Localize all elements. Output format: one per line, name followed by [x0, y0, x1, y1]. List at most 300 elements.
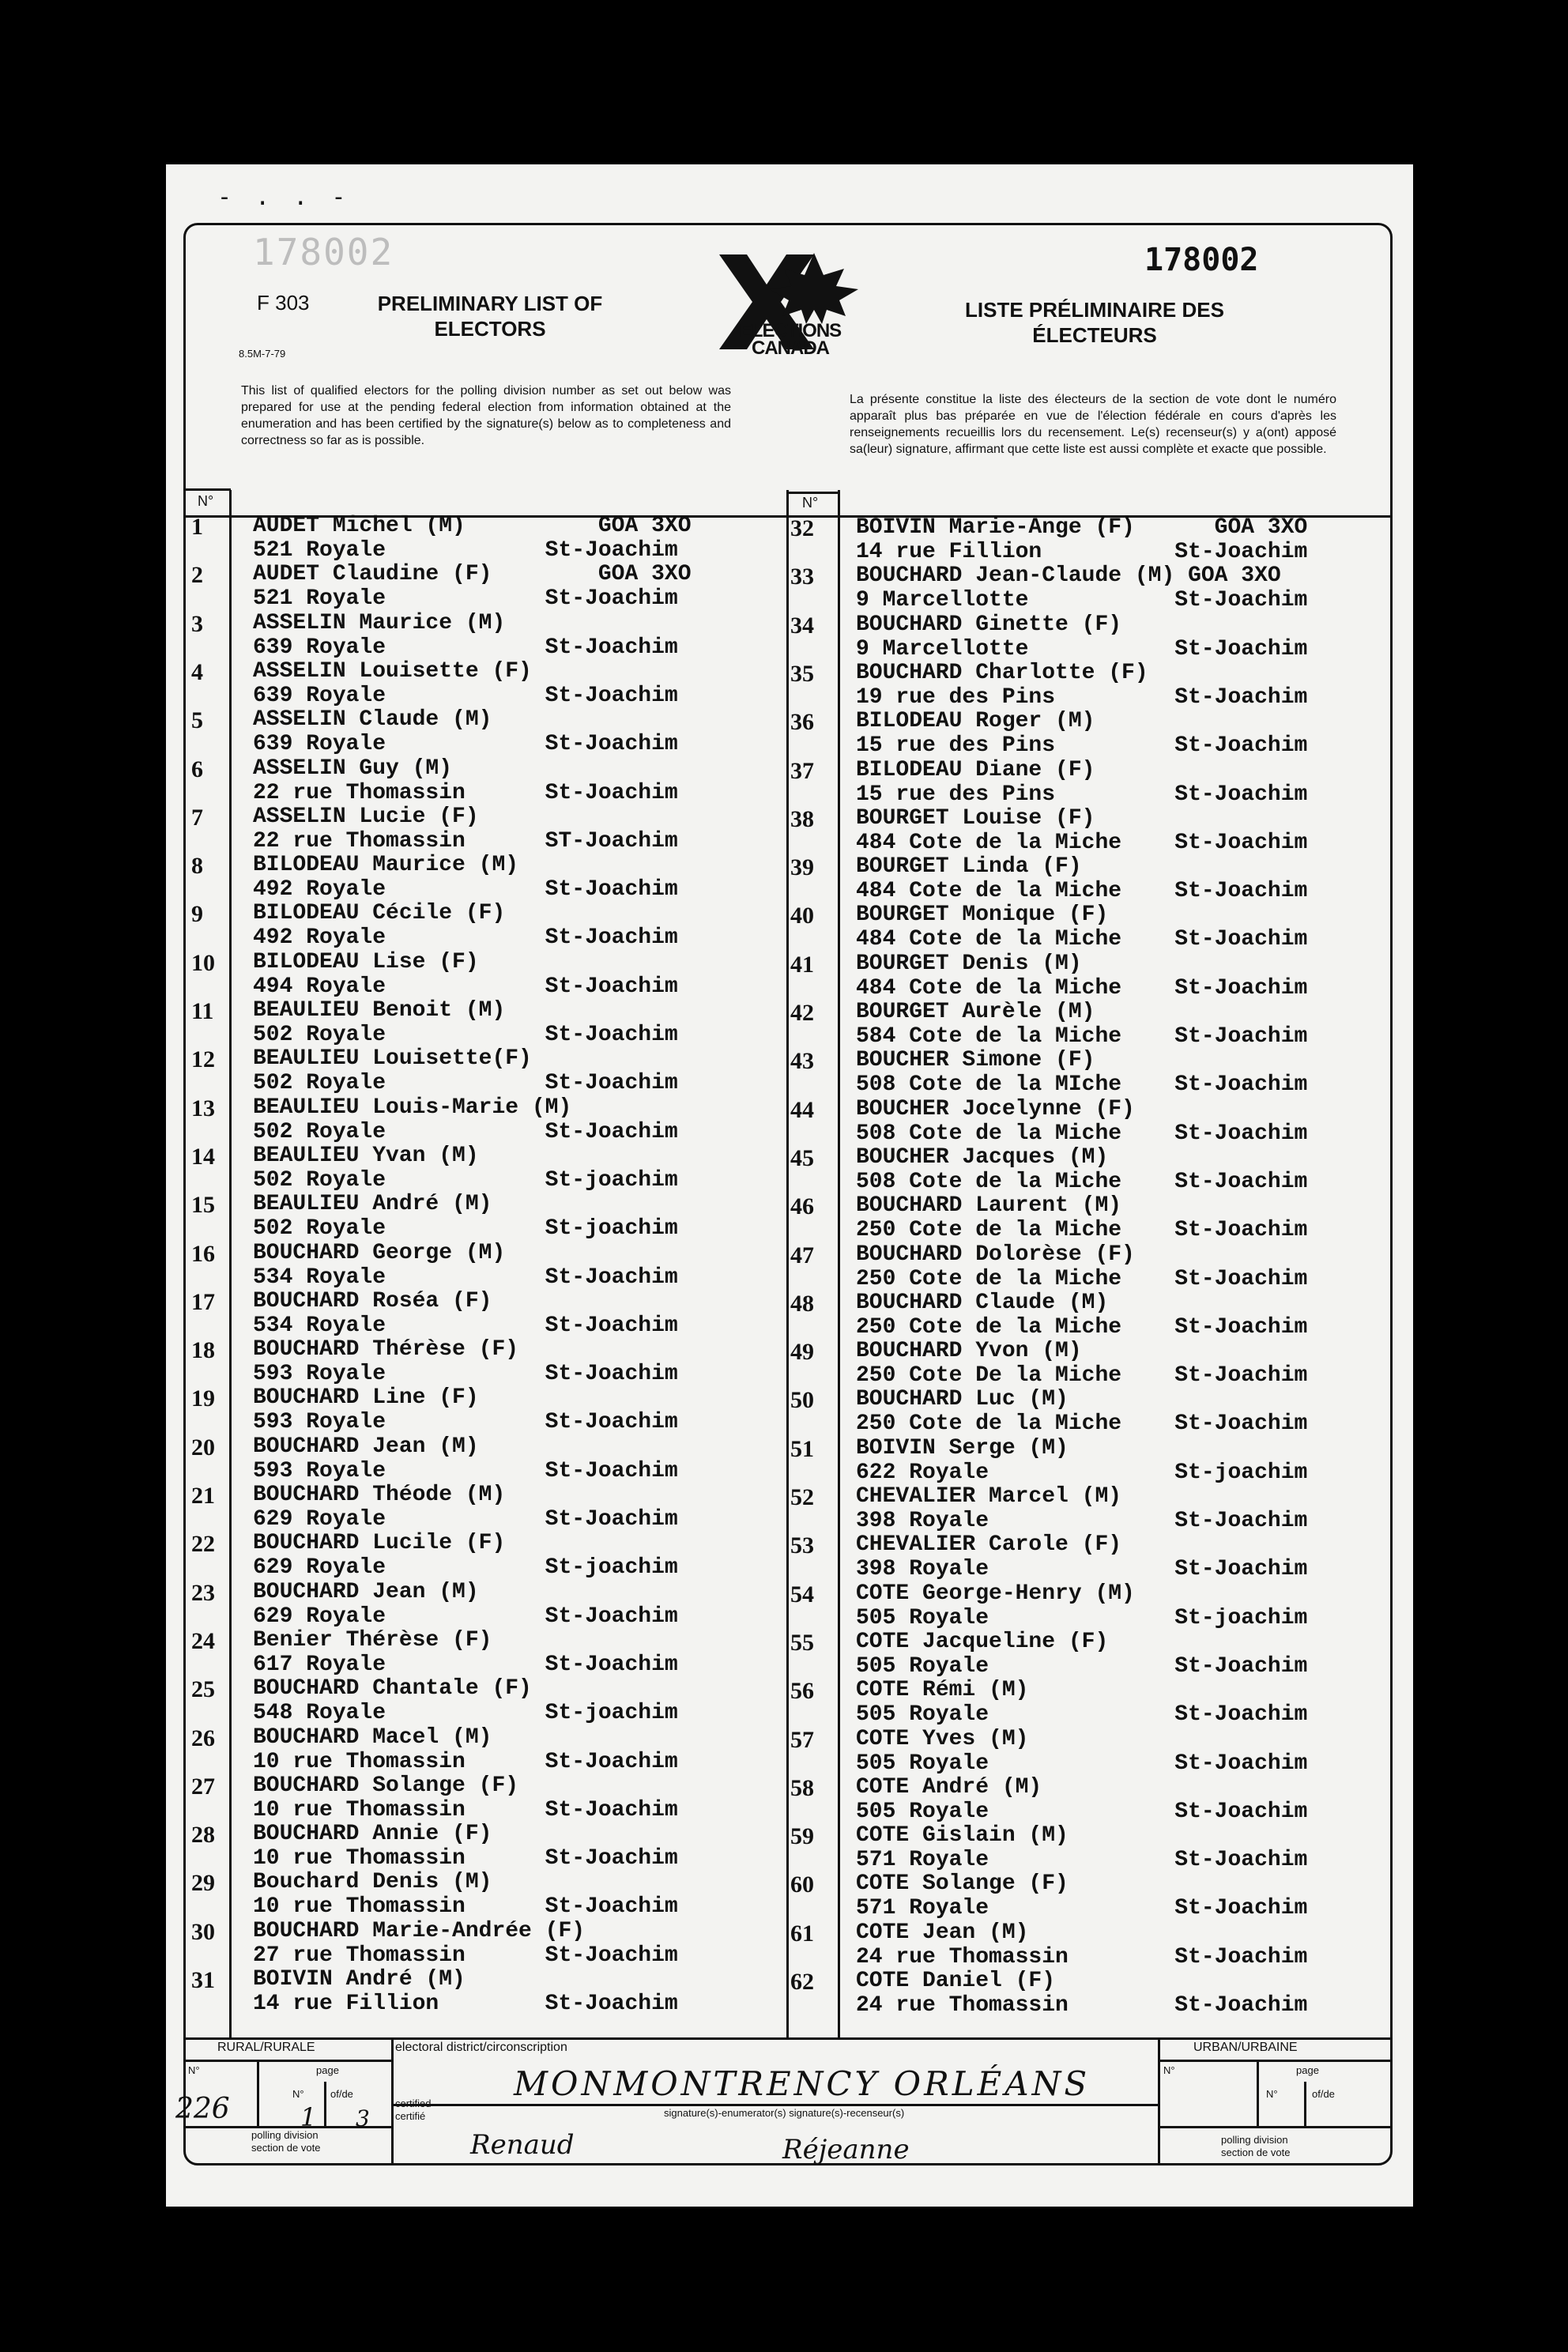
entry-name-line: BILODEAU Cécile (F) — [253, 901, 506, 926]
entry-address-line: 492 Royale St-Joachim — [253, 877, 678, 903]
entry-number: 44 — [790, 1096, 814, 1123]
entry-number: 28 — [191, 1822, 215, 1849]
rural-page-divider — [324, 2082, 326, 2126]
entry-number: 26 — [191, 1724, 215, 1751]
page-number: 1 — [300, 2102, 317, 2132]
entry-address-line: 617 Royale St-Joachim — [253, 1652, 678, 1677]
signature-label: signature(s)-enumerator(s) signature(s)-recenseur(s) — [664, 2107, 905, 2119]
certified-fr-label: certifié — [395, 2110, 426, 2122]
entry-address-line: 484 Cote de la Miche St-Joachim — [856, 927, 1308, 952]
entry-name-line: BOUCHARD Jean-Claude (M) GOA 3XO — [856, 564, 1281, 589]
elector-entry — [786, 758, 1387, 807]
entry-address-line: 505 Royale St-Joachim — [856, 1751, 1308, 1776]
elector-entry — [183, 1628, 784, 1677]
elector-entry — [786, 1678, 1387, 1727]
elector-entry — [183, 1046, 784, 1095]
entry-name-line: BOUCHARD Claude (M) — [856, 1290, 1109, 1315]
entry-number: 59 — [790, 1823, 814, 1850]
elector-entry — [786, 1193, 1387, 1242]
elector-entry — [786, 709, 1387, 758]
elector-entry — [183, 1337, 784, 1386]
serial-number: 178002 — [1144, 242, 1259, 278]
elector-entry — [183, 901, 784, 950]
urban-polling-en: polling division — [1221, 2134, 1288, 2146]
entry-name-line: BEAULIEU Yvan (M) — [253, 1143, 479, 1168]
entry-number: 46 — [790, 1193, 814, 1220]
entry-address-line: 571 Royale St-Joachim — [856, 1848, 1308, 1873]
entry-name-line: BOUCHARD Luc (M) — [856, 1387, 1069, 1412]
entry-number: 54 — [790, 1581, 814, 1608]
entry-number: 39 — [790, 854, 814, 881]
entry-address-line: 10 rue Thomassin St-Joachim — [253, 1749, 678, 1774]
entry-address-line: 534 Royale St-Joachim — [253, 1265, 678, 1290]
entry-address-line: 484 Cote de la Miche St-Joachim — [856, 830, 1308, 855]
entry-address-line: 250 Cote de la Miche St-Joachim — [856, 1266, 1308, 1291]
entry-name-line: COTE Gislain (M) — [856, 1823, 1069, 1849]
entry-name-line: COTE Jean (M) — [856, 1920, 1029, 1945]
entry-address-line: 250 Cote De la Miche St-Joachim — [856, 1363, 1308, 1389]
form-code: F 303 — [257, 291, 310, 315]
urban-page-label: page — [1296, 2064, 1319, 2076]
elector-entry — [183, 514, 784, 563]
entry-number: 36 — [790, 709, 814, 736]
district-name: MONMONTRENCY ORLÉANS — [514, 2064, 1091, 2103]
entry-name-line: BOUCHARD Thérèse (F) — [253, 1337, 519, 1363]
entry-name-line: BOUCHER Jocelynne (F) — [856, 1096, 1135, 1121]
entry-number: 13 — [191, 1095, 215, 1121]
elector-entry — [786, 564, 1387, 612]
entry-name-line: BOUCHARD Dolorèse (F) — [856, 1242, 1135, 1267]
corner-marks: - . . - — [217, 183, 351, 211]
entry-address-line: 629 Royale St-joachim — [253, 1555, 678, 1581]
entry-number: 20 — [191, 1434, 215, 1461]
elector-entry — [183, 1773, 784, 1822]
entry-name-line: COTE Yves (M) — [856, 1726, 1029, 1751]
entry-name-line: BOUCHARD Annie (F) — [253, 1822, 492, 1847]
entry-name-line: BEAULIEU Benoit (M) — [253, 998, 506, 1023]
elector-entry — [183, 1241, 784, 1290]
footer-top-border — [183, 2037, 1393, 2040]
entry-name-line: COTE Solange (F) — [856, 1871, 1069, 1897]
rural-polling-en: polling division — [251, 2129, 318, 2141]
entry-number: 25 — [191, 1676, 215, 1703]
entry-address-line: 10 rue Thomassin St-Joachim — [253, 1846, 678, 1871]
urban-polling-fr: section de vote — [1221, 2147, 1291, 2158]
entry-name-line: BOUCHARD Jean (M) — [253, 1434, 479, 1459]
entry-number: 33 — [790, 564, 814, 590]
elector-entry — [786, 1097, 1387, 1146]
elector-entry — [786, 1775, 1387, 1824]
entry-number: 51 — [790, 1435, 814, 1462]
entry-name-line: BOUCHARD Laurent (M) — [856, 1193, 1122, 1219]
elector-entry — [183, 853, 784, 902]
elector-entry — [786, 515, 1387, 564]
entry-number: 42 — [790, 1000, 814, 1026]
entry-number: 12 — [191, 1046, 215, 1073]
elector-entry — [786, 1387, 1387, 1436]
urban-page-divider — [1304, 2082, 1306, 2126]
footer-rural-divider — [391, 2037, 394, 2164]
entry-number: 34 — [790, 612, 814, 639]
entry-number: 21 — [191, 1483, 215, 1509]
title-english — [348, 291, 632, 341]
entry-number: 52 — [790, 1484, 814, 1510]
elector-entry — [786, 1000, 1387, 1049]
elector-entry — [786, 1291, 1387, 1340]
entry-name-line: ASSELIN Lucie (F) — [253, 804, 479, 829]
entry-name-line: ASSELIN Louisette (F) — [253, 658, 532, 684]
entry-address-line: 639 Royale St-Joachim — [253, 635, 678, 660]
entry-address-line: 484 Cote de la Miche St-Joachim — [856, 975, 1308, 1001]
district-underline — [391, 2104, 1158, 2106]
entry-address-line: 15 rue des Pins St-Joachim — [856, 782, 1308, 807]
logo-text-line1: ELECTIONS — [739, 320, 842, 341]
entry-address-line: 629 Royale St-Joachim — [253, 1604, 678, 1629]
elector-entry — [786, 1727, 1387, 1776]
elector-entry — [183, 1919, 784, 1968]
elector-entry — [183, 611, 784, 660]
elector-entry — [786, 1871, 1387, 1920]
entry-name-line: BOUCHARD Théode (M) — [253, 1483, 506, 1507]
entry-number: 5 — [191, 707, 203, 734]
signature-1: Renaud — [470, 2129, 575, 2161]
elector-entry — [786, 1436, 1387, 1485]
entry-number: 11 — [191, 998, 214, 1024]
elector-entry — [183, 1289, 784, 1338]
entry-name-line: BILODEAU Roger (M) — [856, 709, 1095, 734]
entry-address-line: 22 rue Thomassin St-Joachim — [253, 780, 678, 805]
entry-number: 7 — [191, 804, 203, 831]
certified-en-label: certified — [395, 2098, 432, 2109]
footer-urban-divider — [1158, 2037, 1160, 2164]
entry-address-line: 629 Royale St-Joachim — [253, 1507, 678, 1532]
entry-number: 8 — [191, 853, 203, 880]
elector-entry — [786, 612, 1387, 662]
entry-number: 50 — [790, 1387, 814, 1414]
entry-name-line: BILODEAU Diane (F) — [856, 757, 1095, 782]
entry-name-line: BOURGET Aurèle (M) — [856, 1000, 1095, 1024]
entry-name-line: ASSELIN Claude (M) — [253, 707, 492, 733]
entry-name-line: BOUCHARD Line (F) — [253, 1385, 479, 1411]
elector-entry — [183, 562, 784, 611]
entry-address-line: 622 Royale St-joachim — [856, 1460, 1308, 1485]
elector-entry — [183, 1967, 784, 2016]
entry-name-line: BEAULIEU Louisette(F) — [253, 1046, 532, 1072]
title-french-line1: LISTE PRÉLIMINAIRE DES — [965, 298, 1224, 322]
elector-entry — [786, 1484, 1387, 1533]
entry-address-line: 593 Royale St-Joachim — [253, 1410, 678, 1435]
rural-label: RURAL/RURALE — [217, 2041, 315, 2054]
elector-entry — [786, 1048, 1387, 1097]
logo-text — [711, 322, 869, 357]
entry-name-line: Bouchard Denis (M) — [253, 1870, 492, 1895]
entry-name-line: BILODEAU Lise (F) — [253, 949, 479, 974]
rural-no-label: N° — [188, 2064, 200, 2076]
entry-name-line: CHEVALIER Marcel (M) — [856, 1484, 1122, 1509]
entry-address-line: 250 Cote de la Miche St-Joachim — [856, 1218, 1308, 1243]
entry-name-line: BOUCHER Simone (F) — [856, 1048, 1095, 1073]
entry-name-line: BILODEAU Maurice (M) — [253, 853, 519, 878]
entry-address-line: 502 Royale St-Joachim — [253, 1071, 678, 1096]
elector-entry — [183, 950, 784, 999]
entry-name-line: BOUCHARD Marie-Andrée (F) — [253, 1918, 586, 1943]
entry-number: 10 — [191, 949, 215, 976]
entry-number: 49 — [790, 1339, 814, 1366]
urban-of-label: of/de — [1312, 2088, 1335, 2100]
right-no-header: N° — [802, 495, 819, 511]
page-total: 3 — [356, 2105, 370, 2132]
rural-no-divider — [257, 2060, 259, 2126]
elector-entry — [183, 1483, 784, 1532]
entry-name-line: BEAULIEU Louis-Marie (M) — [253, 1095, 572, 1120]
entry-name-line: BOUCHARD Chantale (F) — [253, 1676, 532, 1702]
urban-page-no-label: N° — [1266, 2088, 1278, 2100]
elector-entry — [786, 1532, 1387, 1581]
entry-address-line: 250 Cote de la Miche St-Joachim — [856, 1412, 1308, 1437]
entry-address-line: 22 rue Thomassin ST-Joachim — [253, 828, 678, 854]
entry-name-line: BOIVIN Serge (M) — [856, 1435, 1069, 1461]
entry-name-line: CHEVALIER Carole (F) — [856, 1532, 1122, 1558]
entry-number: 22 — [191, 1531, 215, 1558]
elector-entry — [183, 1822, 784, 1871]
entry-number: 40 — [790, 903, 814, 929]
elector-entry — [786, 661, 1387, 710]
elector-entry — [786, 1339, 1387, 1388]
entry-name-line: BOURGET Monique (F) — [856, 903, 1109, 928]
entry-address-line: 27 rue Thomassin St-Joachim — [253, 1943, 678, 1968]
entry-number: 60 — [790, 1871, 814, 1898]
entry-number: 56 — [790, 1678, 814, 1705]
entry-number: 1 — [191, 514, 203, 540]
entry-address-line: 10 rue Thomassin St-Joachim — [253, 1797, 678, 1822]
entry-name-line: BOUCHARD Ginette (F) — [856, 612, 1122, 637]
entry-address-line: 14 rue Fillion St-Joachim — [856, 540, 1308, 564]
entry-address-line: 15 rue des Pins St-Joachim — [856, 733, 1308, 759]
entry-number: 35 — [790, 660, 814, 687]
entry-number: 19 — [191, 1385, 215, 1412]
elector-entry — [183, 1676, 784, 1725]
entry-address-line: 505 Royale St-Joachim — [856, 1653, 1308, 1679]
entry-name-line: BOURGET Louise (F) — [856, 805, 1095, 831]
entry-name-line: COTE Jacqueline (F) — [856, 1629, 1109, 1654]
faint-stamped-number: 178002 — [253, 231, 394, 273]
entry-number: 61 — [790, 1920, 814, 1947]
entry-number: 29 — [191, 1870, 215, 1897]
urban-label: URBAN/URBAINE — [1193, 2041, 1298, 2054]
signature-2: Réjeanne — [782, 2134, 910, 2165]
right-number-header-top — [786, 492, 840, 494]
title-english-line1: PRELIMINARY LIST OF — [377, 292, 603, 315]
title-french — [933, 297, 1257, 348]
footer-rural-header-line — [183, 2060, 391, 2062]
entry-address-line: 548 Royale St-joachim — [253, 1701, 678, 1726]
entry-name-line: BOIVIN André (M) — [253, 1967, 466, 1992]
entry-name-line: BOUCHARD Macel (M) — [253, 1724, 492, 1750]
entry-name-line: BOUCHARD Jean (M) — [253, 1579, 479, 1604]
entry-address-line: 508 Cote de la Miche St-Joachim — [856, 1169, 1308, 1194]
left-number-header-top — [183, 488, 231, 491]
elector-entry — [786, 1969, 1387, 2018]
title-english-line2: ELECTORS — [434, 317, 546, 341]
entry-address-line: 502 Royale St-Joachim — [253, 1119, 678, 1144]
entry-number: 3 — [191, 610, 203, 637]
entry-number: 6 — [191, 756, 203, 782]
entry-address-line: 494 Royale St-Joachim — [253, 974, 678, 999]
entry-number: 18 — [191, 1337, 215, 1364]
elector-entry — [183, 1725, 784, 1774]
form-date: 8.5M-7-79 — [239, 348, 286, 360]
entry-number: 24 — [191, 1627, 215, 1654]
entry-number: 43 — [790, 1048, 814, 1075]
entry-address-line: 508 Cote de la Miche St-Joachim — [856, 1121, 1308, 1146]
elector-entry — [183, 998, 784, 1047]
elector-entry — [786, 1630, 1387, 1679]
entry-address-line: 639 Royale St-Joachim — [253, 683, 678, 708]
entry-number: 62 — [790, 1969, 814, 1995]
elector-entry — [183, 805, 784, 854]
entry-address-line: 593 Royale St-Joachim — [253, 1458, 678, 1483]
entry-address-line: 398 Royale St-Joachim — [856, 1509, 1308, 1533]
elector-entry — [786, 1823, 1387, 1872]
entry-name-line: BOIVIN Marie-Ange (F) GOA 3XO — [856, 515, 1308, 540]
elector-entry — [786, 903, 1387, 952]
entry-address-line: 505 Royale St-joachim — [856, 1605, 1308, 1630]
left-no-header: N° — [198, 493, 214, 509]
entry-number: 47 — [790, 1242, 814, 1268]
entry-address-line: 24 rue Thomassin St-Joachim — [856, 1944, 1308, 1969]
entry-name-line: BEAULIEU André (M) — [253, 1192, 492, 1217]
elector-entry — [183, 1385, 784, 1434]
entry-name-line: BOUCHARD Lucile (F) — [253, 1531, 506, 1556]
elector-entry — [786, 1242, 1387, 1291]
entry-name-line: ASSELIN Maurice (M) — [253, 610, 506, 635]
district-label: electoral district/circonscription — [395, 2041, 567, 2054]
entry-address-line: 492 Royale St-Joachim — [253, 925, 678, 951]
elector-entry — [183, 1531, 784, 1580]
entry-address-line: 10 rue Thomassin St-Joachim — [253, 1894, 678, 1920]
entry-name-line: COTE André (M) — [856, 1774, 1042, 1800]
entry-address-line: 593 Royale St-Joachim — [253, 1362, 678, 1387]
entry-address-line: 508 Cote de la MIche St-Joachim — [856, 1072, 1308, 1098]
entry-name-line: Benier Thérèse (F) — [253, 1627, 492, 1653]
entry-name-line: BOURGET Denis (M) — [856, 951, 1082, 976]
rural-polling-fr: section de vote — [251, 2142, 321, 2154]
entry-number: 53 — [790, 1532, 814, 1559]
entry-address-line: 521 Royale St-Joachim — [253, 538, 678, 563]
entry-name-line: BOUCHARD Solange (F) — [253, 1773, 519, 1798]
elector-entry — [786, 806, 1387, 855]
entry-number: 55 — [790, 1629, 814, 1656]
elector-entry — [183, 1144, 784, 1193]
entry-name-line: AUDET Michel (M) GOA 3XO — [253, 514, 692, 538]
entry-number: 27 — [191, 1773, 215, 1800]
entry-name-line: BOUCHARD Yvon (M) — [856, 1339, 1082, 1364]
rural-page-no-label: N° — [292, 2088, 304, 2100]
entry-address-line: 19 rue des Pins St-Joachim — [856, 684, 1308, 710]
entry-number: 9 — [191, 901, 203, 928]
entry-address-line: 502 Royale St-joachim — [253, 1167, 678, 1193]
entry-number: 41 — [790, 951, 814, 978]
entry-name-line: COTE George-Henry (M) — [856, 1581, 1135, 1606]
entry-address-line: 24 rue Thomassin St-Joachim — [856, 1993, 1308, 2018]
urban-no-divider — [1257, 2060, 1259, 2126]
entry-address-line: 502 Royale St-Joachim — [253, 1023, 678, 1047]
elector-entry — [183, 1434, 784, 1483]
entry-number: 14 — [191, 1143, 215, 1170]
elector-entry — [183, 1095, 784, 1144]
entry-name-line: COTE Rémi (M) — [856, 1678, 1029, 1703]
entry-address-line: 484 Cote de la Miche St-Joachim — [856, 879, 1308, 904]
entry-address-line: 502 Royale St-joachim — [253, 1216, 678, 1242]
intro-french: La présente constitue la liste des électeurs de la section de vote dont le numéro apparaît plus bas préparée en vue de l'élection fédérale en cours d'après les renseignements recueillis lors du recensement. Le(s) recenseur(s) y a(ont) apposé sa(leur) signature, affirmant que cette liste est aussi complète et exacte que possible. — [850, 393, 1336, 456]
entry-number: 31 — [191, 1967, 215, 1993]
entry-name-line: BOUCHARD Charlotte (F) — [856, 660, 1148, 685]
urban-no-label: N° — [1163, 2064, 1175, 2076]
elector-entry — [183, 1870, 784, 1919]
entry-number: 48 — [790, 1290, 814, 1317]
entry-number: 57 — [790, 1726, 814, 1753]
entry-number: 16 — [191, 1240, 215, 1267]
elector-entry — [183, 1580, 784, 1629]
entry-name-line: BOURGET Linda (F) — [856, 854, 1082, 880]
logo-text-line2: CANADA — [752, 337, 829, 359]
elector-entry — [183, 659, 784, 708]
entry-number: 45 — [790, 1144, 814, 1171]
rural-page-label: page — [316, 2064, 339, 2076]
elector-entry — [786, 1145, 1387, 1194]
entry-address-line: 250 Cote de la Miche St-Joachim — [856, 1314, 1308, 1340]
footer-urban-bottom-line — [1158, 2126, 1393, 2128]
elector-entry — [786, 952, 1387, 1001]
entry-number: 23 — [191, 1579, 215, 1606]
entry-name-line: COTE Daniel (F) — [856, 1969, 1056, 1993]
entry-number: 30 — [191, 1918, 215, 1945]
polling-division-number: 226 — [175, 2093, 230, 2125]
entry-name-line: AUDET Claudine (F) GOA 3XO — [253, 562, 692, 587]
entry-address-line: 505 Royale St-Joachim — [856, 1799, 1308, 1824]
entry-address-line: 9 Marcellotte St-Joachim — [856, 588, 1308, 613]
elector-entry — [183, 1192, 784, 1241]
entry-address-line: 505 Royale St-Joachim — [856, 1702, 1308, 1728]
entry-address-line: 398 Royale St-Joachim — [856, 1557, 1308, 1582]
title-french-line2: ÉLECTEURS — [1032, 323, 1157, 347]
entry-number: 37 — [790, 757, 814, 784]
entry-address-line: 639 Royale St-Joachim — [253, 732, 678, 757]
entry-name-line: ASSELIN Guy (M) — [253, 756, 453, 781]
entry-address-line: 14 rue Fillion St-Joachim — [253, 1992, 678, 2016]
intro-english: This list of qualified electors for the polling division number as set out below was prepared for use at the pending federal election from information obtained at the enumeration and has been certified by the signature(s) below as to completeness and correctness so far as is possible. — [241, 384, 731, 447]
elector-entry — [786, 854, 1387, 903]
entry-address-line: 9 Marcellotte St-Joachim — [856, 636, 1308, 662]
elector-entry — [183, 756, 784, 805]
entry-number: 17 — [191, 1288, 215, 1315]
entry-name-line: BOUCHER Jacques (M) — [856, 1144, 1109, 1170]
entry-address-line: 571 Royale St-Joachim — [856, 1896, 1308, 1921]
entry-number: 4 — [191, 658, 203, 685]
entry-number: 38 — [790, 805, 814, 832]
rural-of-label: of/de — [330, 2088, 353, 2100]
entry-number: 2 — [191, 562, 203, 589]
footer-urban-header-line — [1158, 2060, 1393, 2062]
elector-entry — [786, 1581, 1387, 1630]
entry-address-line: 521 Royale St-Joachim — [253, 586, 678, 612]
entry-number: 58 — [790, 1774, 814, 1801]
entry-address-line: 584 Cote de la Miche St-Joachim — [856, 1024, 1308, 1049]
entry-number: 15 — [191, 1192, 215, 1219]
entry-address-line: 534 Royale St-Joachim — [253, 1313, 678, 1338]
entry-number: 32 — [790, 515, 814, 541]
entry-name-line: BOUCHARD George (M) — [253, 1240, 506, 1265]
